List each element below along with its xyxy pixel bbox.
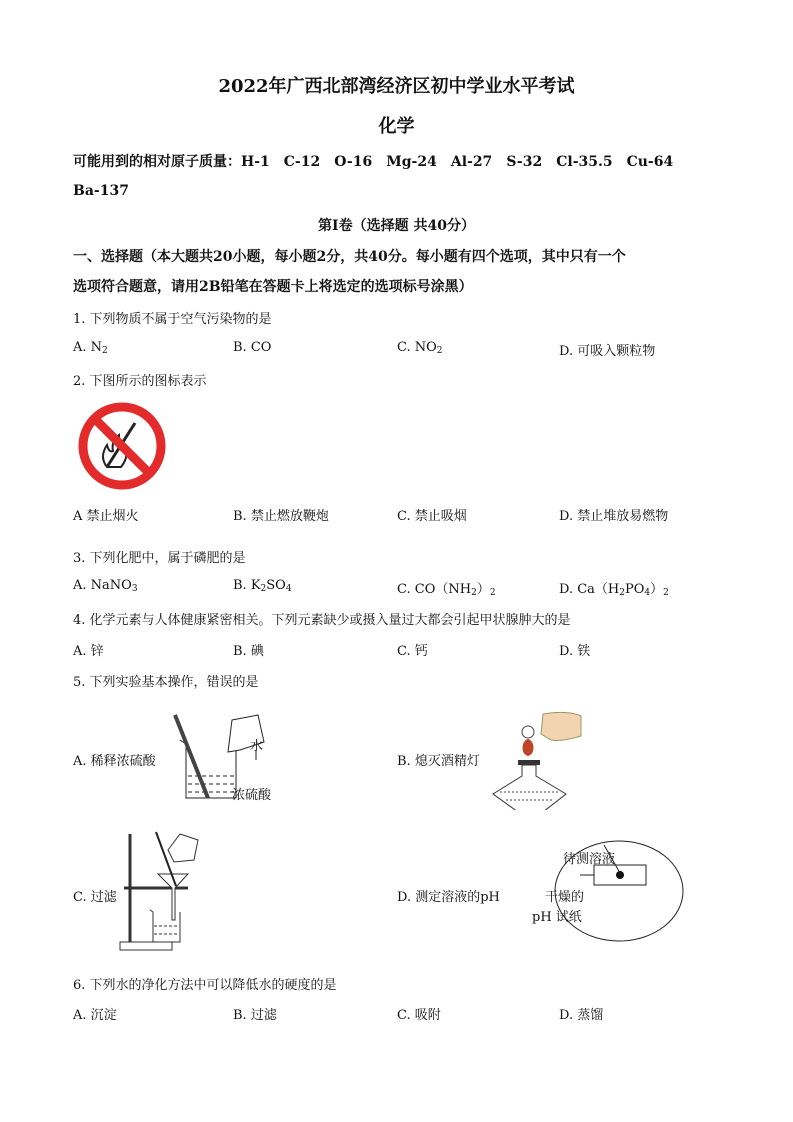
option-text: D. 禁止堆放易燃物 [559, 509, 669, 524]
answer-option [73, 640, 104, 659]
atomic-mass: H-1 [241, 154, 270, 170]
water-label: 水 [250, 739, 264, 754]
option-text: D. 可吸入颗粒物 [559, 344, 656, 359]
option-text: C. NO [397, 340, 437, 355]
subscript: 2 [471, 588, 477, 598]
subscript: 2 [102, 346, 108, 356]
answer-option [233, 578, 292, 594]
option-text: A. 稀释浓硫酸 [73, 754, 156, 769]
option-text: B. 过滤 [233, 1008, 277, 1023]
answer-option [73, 505, 139, 524]
question-stem: 5. 下列实验基本操作，错误的是 [73, 675, 259, 690]
option-text: PO [625, 582, 645, 597]
option-text: ） [650, 582, 664, 597]
answer-option [233, 1004, 277, 1023]
alcohol-lamp-figure [488, 710, 583, 810]
answer-option [73, 750, 156, 769]
answer-option [73, 578, 138, 594]
answer-option [397, 886, 500, 905]
option-text: D. 测定溶液的pH [397, 890, 500, 905]
option-text: C. 钙 [397, 644, 428, 659]
answer-option [73, 340, 108, 356]
subscript: 2 [436, 346, 443, 356]
answer-option [397, 1004, 441, 1023]
subject-title: 化学 [378, 116, 415, 137]
subscript: 2 [260, 584, 267, 594]
option-text: A. 锌 [73, 644, 104, 659]
question-stem: 1. 下列物质不属于空气污染物的是 [73, 312, 272, 327]
subscript: 2 [619, 588, 625, 598]
option-text: A. N [73, 340, 103, 355]
option-text: C. 吸附 [397, 1008, 441, 1023]
atomic-label: 可能用到的相对原子质量： [73, 154, 241, 170]
option-text: A. NaNO [73, 578, 132, 593]
option-text: A. 沉淀 [73, 1008, 117, 1023]
atomic-mass-line2: Ba-137 [73, 183, 129, 199]
atomic-mass: Cu-64 [626, 154, 674, 170]
answer-option [559, 340, 655, 359]
answer-option [73, 1004, 117, 1023]
atomic-mass: S-32 [506, 154, 543, 170]
section-instructions-1: 一、选择题（本大题共20小题，每小题2分，共40分。每小题有四个选项，其中只有一个 [73, 249, 626, 265]
no-fire-sign-icon [77, 401, 167, 491]
question-stem: 2. 下图所示的图标表示 [73, 374, 207, 389]
answer-option [559, 640, 590, 659]
answer-option [233, 340, 271, 355]
option-text: B. 熄灭酒精灯 [397, 754, 480, 769]
subscript: 4 [285, 584, 292, 594]
option-text: ） [476, 582, 490, 597]
subscript: 4 [644, 588, 651, 598]
part-title: 第I卷（选择题 共40分） [318, 218, 475, 234]
answer-option [397, 640, 428, 659]
option-text: C. 禁止吸烟 [397, 509, 467, 524]
option-text: D. Ca（H [559, 582, 620, 597]
option-text: A 禁止烟火 [73, 509, 139, 524]
question-stem: 3. 下列化肥中，属于磷肥的是 [73, 551, 246, 566]
dry-paper-label-1: 干燥的 [545, 890, 585, 905]
atomic-mass: O-16 [334, 154, 373, 170]
answer-option [233, 505, 329, 524]
option-text: D. 铁 [559, 644, 591, 659]
option-text: B. 禁止燃放鞭炮 [233, 509, 329, 524]
conc-acid-label: 浓硫酸 [232, 788, 272, 803]
question-stem: 4. 化学元素与人体健康紧密相关。下列元素缺少或摄入量过大都会引起甲状腺肿大的是 [73, 613, 571, 628]
test-solution-label: 待测溶液 [563, 852, 616, 867]
answer-option [397, 505, 467, 524]
subscript: 3 [131, 584, 138, 594]
answer-option [397, 750, 480, 769]
option-text: D. 蒸馏 [559, 1008, 604, 1023]
atomic-mass: C-12 [283, 154, 321, 170]
answer-option [559, 505, 668, 524]
atomic-masses [73, 151, 687, 171]
atomic-mass: Mg-24 [386, 154, 437, 170]
option-text: B. CO [233, 340, 272, 355]
option-text: B. 碘 [233, 644, 264, 659]
answer-option [397, 578, 496, 598]
question-stem: 6. 下列水的净化方法中可以降低水的硬度的是 [73, 978, 337, 993]
filtration-figure [118, 830, 218, 955]
atomic-mass: Al-27 [450, 154, 493, 170]
answer-option [397, 340, 443, 356]
answer-option [559, 578, 669, 598]
option-text: SO [266, 578, 286, 593]
atomic-mass: Cl-35.5 [556, 154, 613, 170]
answer-option [233, 640, 264, 659]
subscript: 2 [489, 588, 496, 598]
option-text: C. 过滤 [73, 890, 117, 905]
option-text: B. K [233, 578, 261, 593]
answer-option [559, 1004, 603, 1023]
answer-option [73, 886, 117, 905]
option-text: C. CO（NH [397, 582, 472, 597]
subscript: 2 [663, 588, 669, 598]
dry-paper-label-2: pH 试纸 [532, 910, 582, 925]
exam-title: 2022年广西北部湾经济区初中学业水平考试 [218, 76, 575, 97]
section-instructions-2: 选项符合题意，请用2B铅笔在答题卡上将选定的选项标号涂黑） [73, 279, 473, 295]
